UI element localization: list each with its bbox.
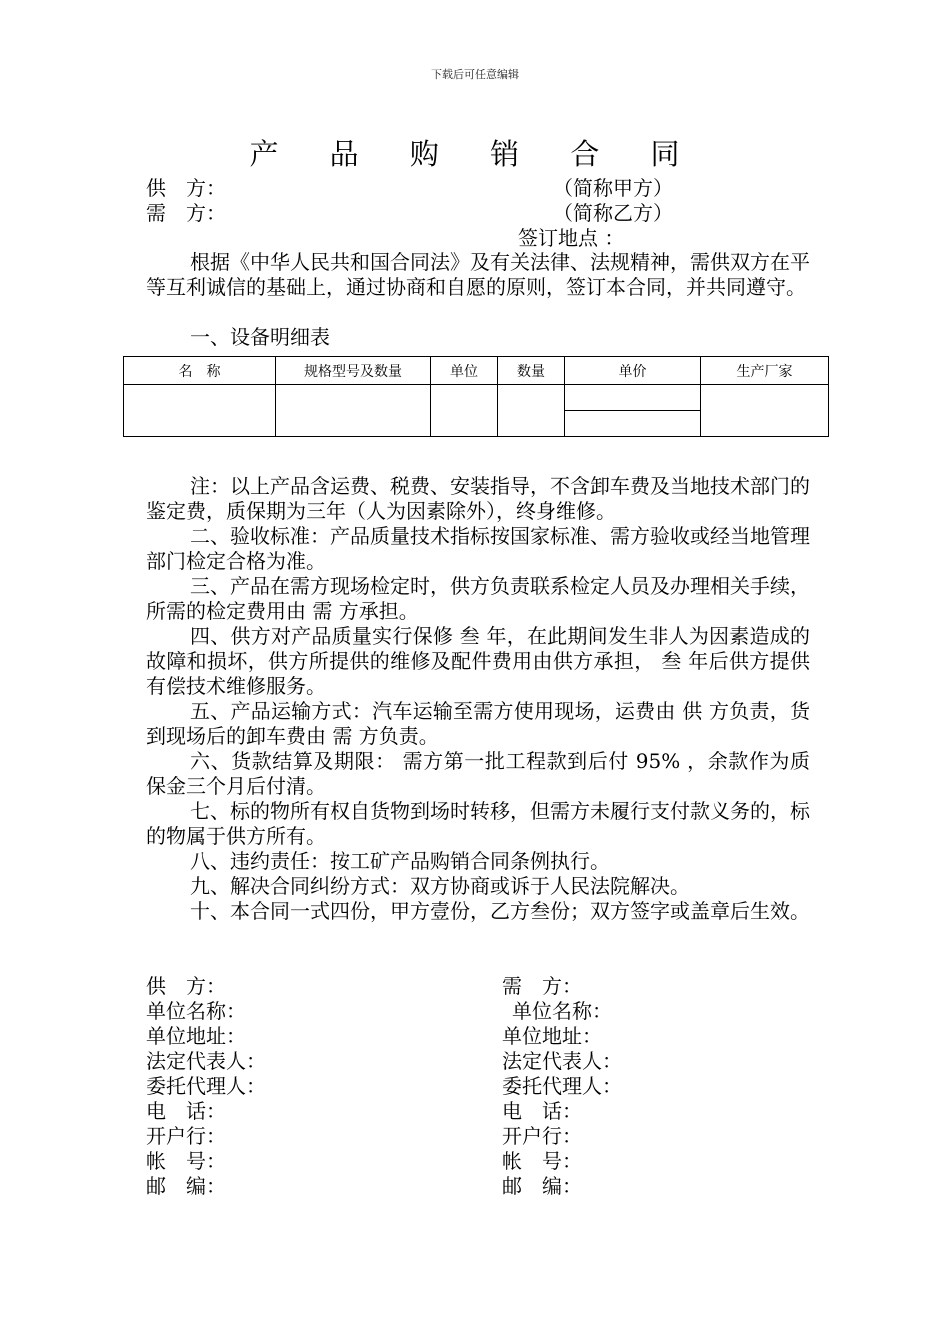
- sig-supplier-line: 供 方：: [146, 974, 226, 998]
- buyer-label: 需 方：: [146, 201, 226, 225]
- sig-supplier-line: 单位地址：: [146, 1024, 246, 1048]
- table-header: 名 称: [124, 357, 276, 385]
- buyer-abbr: （简称乙方）: [553, 201, 673, 225]
- table-cell: [276, 385, 431, 437]
- clause-4: 四、供方对产品质量实行保修 叁 年，在此期间发生非人为因素造成的故障和损坏，供方所提供的维修及配件费用由供方承担， 叁 年后供方提供有偿技术维修服务。: [146, 624, 810, 698]
- table-header: 单价: [565, 357, 701, 385]
- table-cell: [498, 385, 565, 437]
- sig-supplier-line: 法定代表人：: [146, 1049, 266, 1073]
- clause-3: 三、产品在需方现场检定时，供方负责联系检定人员及办理相关手续，所需的检定费用由 需 方承担。: [146, 574, 810, 623]
- sig-buyer-line: 委托代理人：: [502, 1074, 622, 1098]
- clause-8: 八、违约责任：按工矿产品购销合同条例执行。: [190, 849, 610, 873]
- clause-7: 七、标的物所有权自货物到场时转移，但需方未履行支付款义务的，标的物属于供方所有。: [146, 799, 810, 848]
- document-title: 产 品 购 销 合 同: [249, 137, 701, 171]
- sig-buyer-line: 电 话：: [502, 1099, 582, 1123]
- sig-supplier-line: 电 话：: [146, 1099, 226, 1123]
- clause-10: 十、本合同一式四份，甲方壹份，乙方叁份；双方签字或盖章后生效。: [190, 899, 810, 923]
- table-cell: [565, 411, 701, 437]
- sig-buyer-line: 邮 编：: [502, 1174, 582, 1198]
- sig-buyer-line: 单位名称：: [512, 999, 612, 1023]
- sig-buyer-line: 需 方：: [502, 974, 582, 998]
- intro-paragraph: 根据《中华人民共和国合同法》及有关法律、法规精神，需供双方在平等互利诚信的基础上，通过协商和自愿的原则，签订本合同，并共同遵守。: [146, 250, 810, 299]
- clause-9: 九、解决合同纠纷方式：双方协商或诉于人民法院解决。: [190, 874, 690, 898]
- clause-5: 五、产品运输方式：汽车运输至需方使用现场，运费由 供 方负责，货到现场后的卸车费由 需 方负责。: [146, 699, 810, 748]
- sig-supplier-line: 单位名称：: [146, 999, 246, 1023]
- sig-buyer-line: 单位地址：: [502, 1024, 602, 1048]
- clause-6: 六、货款结算及期限： 需方第一批工程款到后付 95% ，余款作为质保金三个月后付清。: [146, 749, 810, 798]
- sig-supplier-line: 开户行：: [146, 1124, 226, 1148]
- table-header: 数量: [498, 357, 565, 385]
- sig-buyer-line: 帐 号：: [502, 1149, 582, 1173]
- supplier-abbr: （简称甲方）: [553, 176, 673, 200]
- sig-buyer-line: 开户行：: [502, 1124, 582, 1148]
- table-header: 生产厂家: [701, 357, 829, 385]
- sig-buyer-line: 法定代表人：: [502, 1049, 622, 1073]
- table-cell: [431, 385, 498, 437]
- sig-supplier-line: 委托代理人：: [146, 1074, 266, 1098]
- sign-place: 签订地点 ：: [518, 226, 625, 250]
- table-header: 规格型号及数量: [276, 357, 431, 385]
- sig-supplier-line: 帐 号：: [146, 1149, 226, 1173]
- table-cell: [565, 385, 701, 411]
- table-cell: [124, 385, 276, 437]
- table-header: 单位: [431, 357, 498, 385]
- equipment-table: [123, 356, 829, 437]
- header-note: 下载后可任意编辑: [431, 68, 519, 81]
- clause-2: 二、验收标准：产品质量技术指标按国家标准、需方验收或经当地管理部门检定合格为准。: [146, 524, 810, 573]
- section1-title: 一、设备明细表: [190, 325, 330, 349]
- clause-note: 注：以上产品含运费、税费、安装指导，不含卸车费及当地技术部门的鉴定费，质保期为三年（人为因素除外），终身维修。: [146, 474, 810, 523]
- supplier-label: 供 方：: [146, 176, 226, 200]
- table-cell: [701, 385, 829, 437]
- sig-supplier-line: 邮 编：: [146, 1174, 226, 1198]
